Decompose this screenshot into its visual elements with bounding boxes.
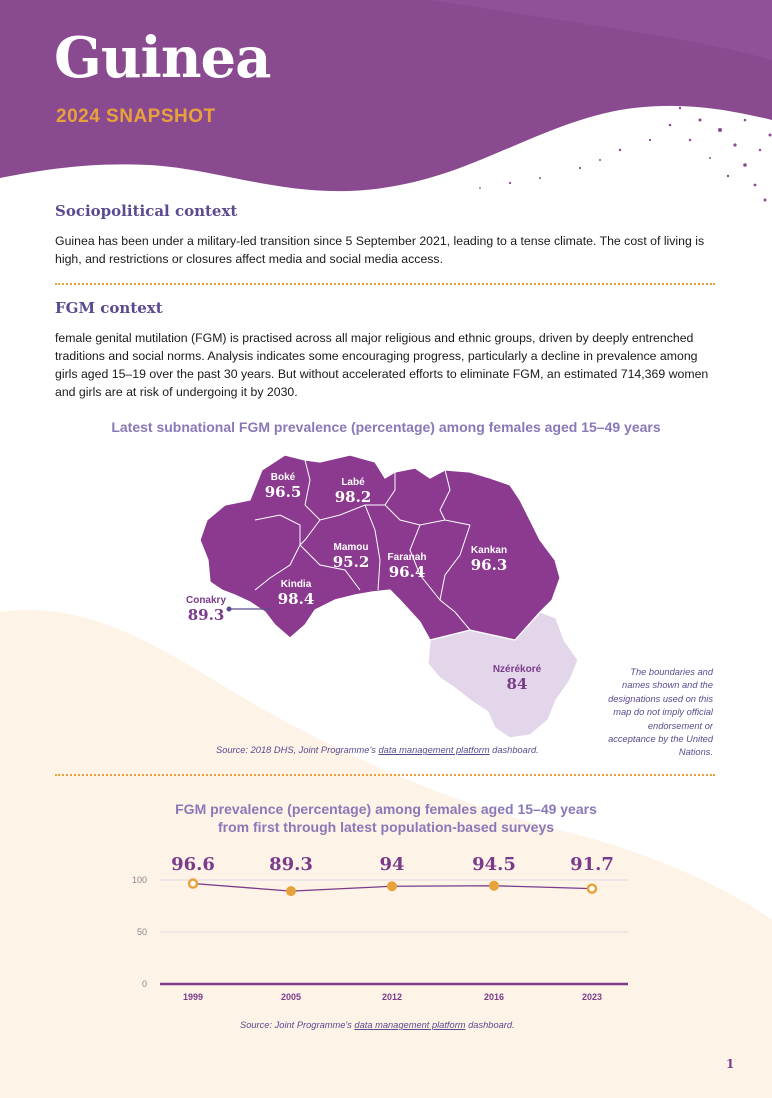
data-label: 94 xyxy=(379,854,405,875)
map-source-link[interactable]: data management platform xyxy=(378,745,490,755)
y-tick-label: 0 xyxy=(141,979,147,989)
sociopolitical-heading: Sociopolitical context xyxy=(55,202,238,220)
x-tick-label: 2012 xyxy=(381,992,403,1002)
region-value: 95.2 xyxy=(332,553,370,571)
region-value: 96.4 xyxy=(388,563,426,581)
region-value: 98.4 xyxy=(277,590,315,608)
region-name: Conakry xyxy=(185,595,227,606)
x-tick-label: 2005 xyxy=(280,992,302,1002)
region-name: Mamou xyxy=(333,542,369,553)
y-tick-label: 50 xyxy=(136,927,147,937)
region-value: 84 xyxy=(506,675,528,693)
data-point xyxy=(189,880,197,888)
fgm-context-text: female genital mutilation (FGM) is practised across all major religious and ethnic groups, driven by deeply entrenched traditions and social norms. Analysis indicates some encouraging progress, particularly a decline in prevalence among girls aged 15–19 over the past 30 years. But without accelerated efforts to eliminate FGM, an estimated 714,369 women and girls are at risk of undergoing it by 2030. xyxy=(55,331,709,399)
data-label: 91.7 xyxy=(570,854,614,875)
region-name: Kindia xyxy=(280,579,312,590)
region-value: 96.5 xyxy=(264,483,302,501)
y-tick-label: 100 xyxy=(131,875,147,885)
map-source-prefix: Source: 2018 DHS, Joint Programme's xyxy=(216,745,379,755)
data-point xyxy=(588,885,596,893)
region-value: 96.3 xyxy=(470,556,508,574)
fgm-context-heading: FGM context xyxy=(55,299,163,317)
region-name: Boké xyxy=(270,472,296,483)
sociopolitical-text: Guinea has been under a military-led transition since 5 September 2021, leading to a tense climate. The cost of living is high, and restrictions or closures affect media and social media access. xyxy=(55,234,705,266)
page-subtitle: 2024 SNAPSHOT xyxy=(56,106,216,127)
trend-title-line1: FGM prevalence (percentage) among females aged 15–49 years xyxy=(175,801,597,817)
data-point xyxy=(387,881,397,891)
trend-source-suffix: dashboard. xyxy=(465,1020,515,1030)
map-source-suffix: dashboard. xyxy=(489,745,539,755)
region-name: Faranah xyxy=(387,552,427,563)
data-label: 94.5 xyxy=(472,854,516,875)
trend-source xyxy=(240,1020,515,1030)
x-tick-label: 2023 xyxy=(581,992,603,1002)
data-label: 96.6 xyxy=(171,854,215,875)
data-label: 89.3 xyxy=(269,854,313,875)
region-name: Kankan xyxy=(470,545,508,556)
page-title: Guinea xyxy=(54,25,271,91)
x-tick-label: 2016 xyxy=(483,992,505,1002)
map-title: Latest subnational FGM prevalence (percentage) among females aged 15–49 years xyxy=(111,419,661,435)
trend-title-line2: from first through latest population-based surveys xyxy=(217,819,555,835)
region-value: 98.2 xyxy=(334,488,372,506)
region-name: Nzérékoré xyxy=(492,664,542,675)
region-value: 89.3 xyxy=(187,606,225,624)
region-name: Labé xyxy=(341,477,365,488)
data-point xyxy=(489,881,499,891)
x-tick-label: 1999 xyxy=(182,992,204,1002)
page-number: 1 xyxy=(726,1057,735,1071)
data-point xyxy=(286,886,296,896)
trend-source-link[interactable]: data management platform xyxy=(354,1020,466,1030)
map-disclaimer: The boundaries and names shown and the designations used on this map do not imply official endorsement or acceptance by the United Nations. xyxy=(608,667,713,758)
trend-source-prefix: Source: Joint Programme's xyxy=(240,1020,355,1030)
